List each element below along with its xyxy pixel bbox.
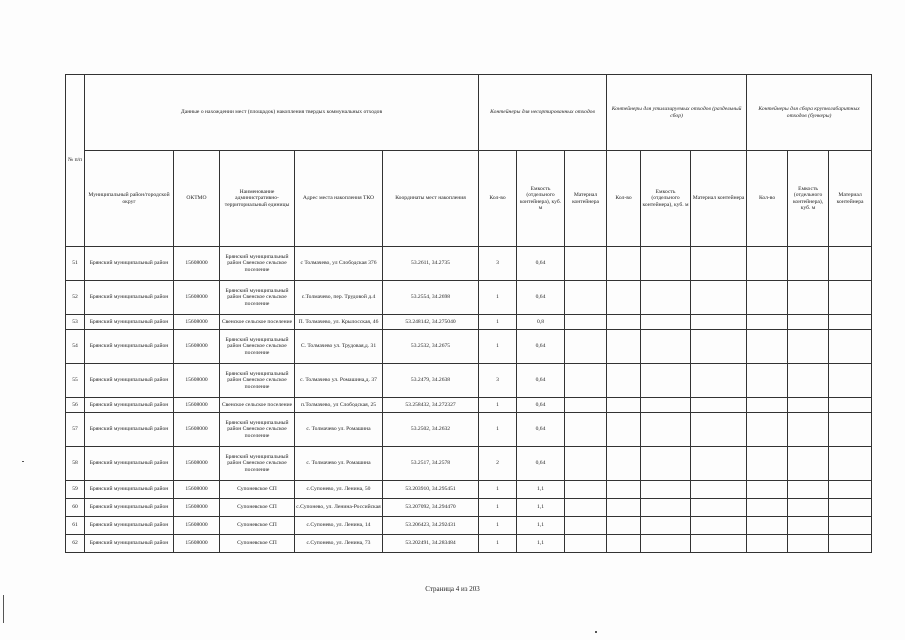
cell-empty: [607, 535, 641, 553]
cell-empty: [747, 447, 788, 481]
cell-coords: 53.2554, 34.2698: [383, 281, 479, 315]
cell-coords: 53.248142, 34.275040: [383, 315, 479, 330]
cell-unit: Брянский муниципальный район Свенское сельское поселение: [220, 247, 295, 281]
cell-empty: [788, 398, 829, 413]
cell-address: с.Супонево, ул. Ленина, 50: [295, 481, 383, 499]
cell-oktmo: 15608000: [174, 481, 220, 499]
cell-empty: [641, 535, 691, 553]
cell-coords: 53.2532, 34.2675: [383, 330, 479, 364]
cell-address: с. Толмачево ул. Ромашина,д. 37: [295, 364, 383, 398]
header-capacity-utilized: Емкость (отдельного контейнера), куб. м: [641, 151, 691, 247]
cell-empty: [691, 330, 747, 364]
cell-district: Брянский муниципальный район: [85, 364, 174, 398]
table-row: [66, 315, 872, 330]
cell-address: с. Толмачево ул. Ромашина: [295, 413, 383, 447]
cell-empty: [747, 281, 788, 315]
cell-empty: [747, 330, 788, 364]
cell-num: 59: [66, 481, 85, 499]
cell-empty: [607, 315, 641, 330]
header-capacity-unsorted: Емкость (отдельного контейнера), куб. м: [517, 151, 565, 247]
table-row: [66, 499, 872, 517]
cell-oktmo: 15608000: [174, 281, 220, 315]
cell-empty: [747, 315, 788, 330]
cell-num: 61: [66, 517, 85, 535]
cell-empty: [747, 364, 788, 398]
cell-oktmo: 15608000: [174, 499, 220, 517]
cell-empty: [691, 398, 747, 413]
table-row: [66, 413, 872, 447]
header-utilized-group: Контейнеры для утилизируемых отходов (раздельный сбор): [607, 75, 747, 151]
cell-unit: Брянский муниципальный район Свенское сельское поселение: [220, 413, 295, 447]
cell-empty: [565, 517, 607, 535]
cell-empty: [747, 398, 788, 413]
cell-district: Брянский муниципальный район: [85, 481, 174, 499]
cell-empty: [607, 481, 641, 499]
cell-empty: [607, 499, 641, 517]
cell-capacity: 0,64: [517, 281, 565, 315]
cell-qty: 1: [479, 315, 517, 330]
cell-qty: 1: [479, 281, 517, 315]
cell-unit: Свенское сельское поселение: [220, 315, 295, 330]
cell-district: Брянский муниципальный район: [85, 315, 174, 330]
cell-empty: [691, 499, 747, 517]
cell-capacity: 0,64: [517, 247, 565, 281]
cell-oktmo: 15608000: [174, 398, 220, 413]
cell-empty: [607, 413, 641, 447]
cell-oktmo: 15608000: [174, 247, 220, 281]
cell-num: 55: [66, 364, 85, 398]
cell-coords: 53.2517, 34.2578: [383, 447, 479, 481]
cell-unit: Брянский муниципальный район Свенское сельское поселение: [220, 281, 295, 315]
waste-sites-table: [65, 74, 872, 553]
cell-district: Брянский муниципальный район: [85, 499, 174, 517]
table-row: [66, 364, 872, 398]
cell-unit: Брянский муниципальный район Свенское сельское поселение: [220, 330, 295, 364]
cell-empty: [829, 517, 872, 535]
cell-empty: [691, 447, 747, 481]
cell-empty: [607, 398, 641, 413]
cell-oktmo: 15608000: [174, 517, 220, 535]
cell-empty: [607, 330, 641, 364]
cell-empty: [565, 281, 607, 315]
header-num: № п/п: [66, 75, 85, 247]
table-row: [66, 517, 872, 535]
cell-coords: 53.203910, 34.295451: [383, 481, 479, 499]
cell-empty: [641, 330, 691, 364]
cell-district: Брянский муниципальный район: [85, 281, 174, 315]
cell-empty: [788, 481, 829, 499]
header-location-group: Данные о нахождении мест (площадок) накопления твердых коммунальных отходов: [85, 75, 479, 151]
cell-empty: [641, 281, 691, 315]
cell-empty: [829, 447, 872, 481]
cell-oktmo: 15608000: [174, 447, 220, 481]
cell-empty: [691, 315, 747, 330]
cell-empty: [788, 364, 829, 398]
page-footer: Страница 4 из 203: [425, 585, 480, 593]
cell-empty: [788, 447, 829, 481]
table-row: [66, 247, 872, 281]
cell-coords: 53.258432, 34.272327: [383, 398, 479, 413]
cell-address: с.Толмачево, пер. Трудовой д.4: [295, 281, 383, 315]
cell-capacity: 0,64: [517, 330, 565, 364]
cell-num: 53: [66, 315, 85, 330]
header-material-unsorted: Материал контейнера: [565, 151, 607, 247]
cell-district: Брянский муниципальный район: [85, 517, 174, 535]
cell-empty: [788, 413, 829, 447]
cell-qty: 1: [479, 535, 517, 553]
cell-coords: 53.2479, 34.2638: [383, 364, 479, 398]
cell-district: Брянский муниципальный район: [85, 330, 174, 364]
cell-oktmo: 15608000: [174, 364, 220, 398]
header-qty-unsorted: Кол-во: [479, 151, 517, 247]
cell-capacity: 1,1: [517, 481, 565, 499]
cell-empty: [565, 481, 607, 499]
cell-empty: [829, 315, 872, 330]
table-row: [66, 481, 872, 499]
cell-qty: 1: [479, 481, 517, 499]
cell-empty: [747, 499, 788, 517]
header-oktmo: ОКТМО: [174, 151, 220, 247]
table-row: [66, 535, 872, 553]
cell-address: с. Толмачево ул. Ромашина: [295, 447, 383, 481]
cell-oktmo: 15608000: [174, 535, 220, 553]
cell-empty: [565, 315, 607, 330]
cell-empty: [829, 398, 872, 413]
cell-qty: 3: [479, 247, 517, 281]
cell-empty: [691, 281, 747, 315]
cell-unit: Супоневское СП: [220, 535, 295, 553]
cell-unit: Свенское сельское поселение: [220, 398, 295, 413]
cell-qty: 2: [479, 447, 517, 481]
cell-empty: [691, 247, 747, 281]
cell-empty: [641, 247, 691, 281]
cell-empty: [565, 535, 607, 553]
header-address: Адрес места накопления ТКО: [295, 151, 383, 247]
scan-edge-mark: [3, 595, 4, 623]
cell-empty: [641, 517, 691, 535]
cell-district: Брянский муниципальный район: [85, 247, 174, 281]
cell-district: Брянский муниципальный район: [85, 413, 174, 447]
header-material-bulky: Материал контейнера: [829, 151, 872, 247]
cell-empty: [565, 499, 607, 517]
cell-oktmo: 15608000: [174, 330, 220, 364]
cell-empty: [747, 413, 788, 447]
cell-empty: [829, 247, 872, 281]
cell-unit: Брянский муниципальный район Свенское сельское поселение: [220, 447, 295, 481]
cell-qty: 1: [479, 413, 517, 447]
cell-empty: [641, 499, 691, 517]
cell-capacity: 0,64: [517, 364, 565, 398]
header-unsorted-group: Контейнеры для несортированных отходов: [479, 75, 607, 151]
cell-empty: [829, 330, 872, 364]
cell-empty: [829, 499, 872, 517]
cell-oktmo: 15608000: [174, 315, 220, 330]
cell-address: с Толмачево, ул Слободская 376: [295, 247, 383, 281]
cell-num: 58: [66, 447, 85, 481]
cell-empty: [641, 481, 691, 499]
cell-qty: 3: [479, 364, 517, 398]
cell-capacity: 0,64: [517, 413, 565, 447]
cell-num: 57: [66, 413, 85, 447]
cell-coords: 53.207092, 34.294470: [383, 499, 479, 517]
cell-empty: [641, 315, 691, 330]
cell-empty: [691, 481, 747, 499]
cell-empty: [788, 315, 829, 330]
table-row: [66, 330, 872, 364]
cell-unit: Супоневское СП: [220, 499, 295, 517]
cell-oktmo: 15608000: [174, 413, 220, 447]
cell-empty: [829, 413, 872, 447]
cell-address: с.Супонево, ул. Ленина, 14: [295, 517, 383, 535]
cell-qty: 1: [479, 499, 517, 517]
header-bulky-group: Контейнеры для сбора крупногабаритных отходов (бункеры): [747, 75, 872, 151]
cell-empty: [607, 517, 641, 535]
cell-unit: Брянский муниципальный район Свенское сельское поселение: [220, 364, 295, 398]
cell-address: с.Супонево, ул. Ленина-Российская: [295, 499, 383, 517]
cell-num: 52: [66, 281, 85, 315]
cell-address: п.Толмачево, ул Слободская, 25: [295, 398, 383, 413]
cell-empty: [565, 398, 607, 413]
cell-capacity: 0,8: [517, 315, 565, 330]
cell-empty: [607, 281, 641, 315]
cell-empty: [788, 517, 829, 535]
cell-empty: [747, 517, 788, 535]
scan-tick-mark: [22, 461, 24, 462]
cell-empty: [691, 517, 747, 535]
cell-address: с.Супонево, ул. Ленина, 73: [295, 535, 383, 553]
cell-unit: Супоневское СП: [220, 481, 295, 499]
cell-unit: Супоневское СП: [220, 517, 295, 535]
cell-coords: 53.2502, 34.2632: [383, 413, 479, 447]
cell-empty: [565, 247, 607, 281]
cell-qty: 1: [479, 517, 517, 535]
table-row: [66, 447, 872, 481]
cell-qty: 1: [479, 330, 517, 364]
cell-empty: [691, 413, 747, 447]
cell-district: Брянский муниципальный район: [85, 398, 174, 413]
cell-num: 56: [66, 398, 85, 413]
header-qty-bulky: Кол-во: [747, 151, 788, 247]
cell-district: Брянский муниципальный район: [85, 447, 174, 481]
cell-empty: [607, 447, 641, 481]
cell-empty: [829, 481, 872, 499]
cell-empty: [747, 535, 788, 553]
header-capacity-bulky: Емкость (отдельного контейнера), куб. м: [788, 151, 829, 247]
cell-capacity: 0,64: [517, 447, 565, 481]
header-material-utilized: Материал контейнера: [691, 151, 747, 247]
cell-qty: 1: [479, 398, 517, 413]
cell-empty: [691, 535, 747, 553]
cell-capacity: 0,64: [517, 398, 565, 413]
header-district: Муниципальный район/городской округ: [85, 151, 174, 247]
cell-empty: [747, 481, 788, 499]
cell-empty: [788, 281, 829, 315]
cell-empty: [788, 499, 829, 517]
cell-coords: 53.202491, 34.283484: [383, 535, 479, 553]
cell-empty: [829, 281, 872, 315]
cell-empty: [565, 364, 607, 398]
cell-empty: [829, 364, 872, 398]
cell-num: 54: [66, 330, 85, 364]
cell-empty: [788, 535, 829, 553]
table-row: [66, 398, 872, 413]
cell-capacity: 1,1: [517, 499, 565, 517]
cell-empty: [641, 364, 691, 398]
cell-capacity: 1,1: [517, 517, 565, 535]
cell-empty: [607, 364, 641, 398]
cell-empty: [641, 413, 691, 447]
cell-empty: [641, 398, 691, 413]
scan-dot-mark: [595, 631, 597, 633]
cell-empty: [747, 247, 788, 281]
cell-empty: [607, 247, 641, 281]
header-coords: Координаты мест накопления: [383, 151, 479, 247]
cell-empty: [829, 535, 872, 553]
cell-empty: [788, 330, 829, 364]
cell-empty: [788, 247, 829, 281]
cell-num: 60: [66, 499, 85, 517]
cell-empty: [565, 447, 607, 481]
header-unit: Наименование административно-территориальный единицы: [220, 151, 295, 247]
cell-empty: [565, 330, 607, 364]
cell-address: П. Толмачево, ул. Крылосская, 46: [295, 315, 383, 330]
cell-coords: 53.2611, 34.2735: [383, 247, 479, 281]
cell-coords: 53.206423, 34.292431: [383, 517, 479, 535]
cell-num: 51: [66, 247, 85, 281]
cell-empty: [641, 447, 691, 481]
cell-address: С. Толмачево ул. Трудовая,д. 31: [295, 330, 383, 364]
cell-empty: [691, 364, 747, 398]
cell-district: Брянский муниципальный район: [85, 535, 174, 553]
table-row: [66, 281, 872, 315]
header-qty-utilized: Кол-во: [607, 151, 641, 247]
cell-num: 62: [66, 535, 85, 553]
cell-empty: [565, 413, 607, 447]
cell-capacity: 1,1: [517, 535, 565, 553]
